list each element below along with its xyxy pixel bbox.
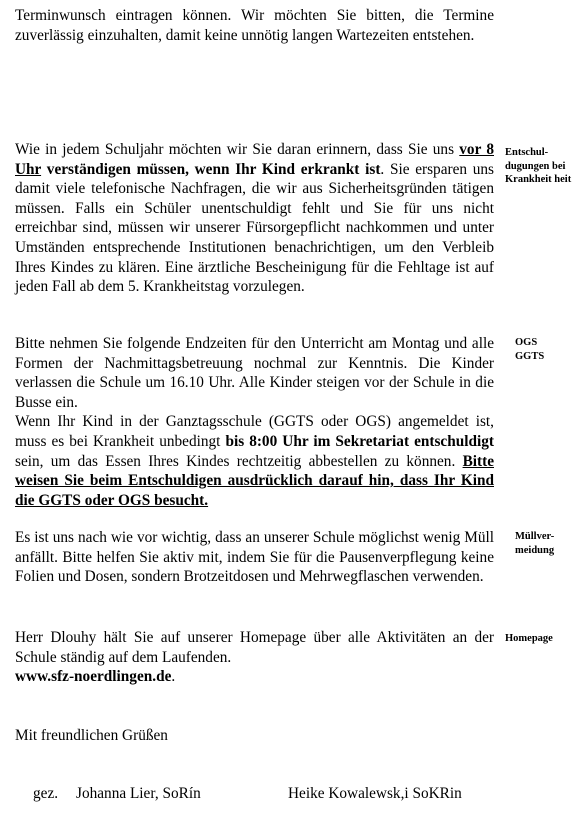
paragraph-waste: Es ist uns nach wie vor wichtig, dass an unserer Schule möglichst wenig Müll anfällt. Bitte helfen Sie aktiv mit, indem Sie für die Pausenverpflegung keine Folien und Dosen, sondern Brotzeitdosen und Mehrwegflaschen verwenden. xyxy=(15,529,494,586)
paragraph-sick-emphasis: verständigen müssen, wenn Ihr Kind erkrankt ist xyxy=(41,160,381,178)
paragraph-sick-rest: . Sie ersparen uns damit viele telefonische Nachfragen, die wir aus Sicherheitsgründen tätigen müssen. Falls ein Schüler unentschuldigt fehlt und Sie für uns nicht erreichbar sind, müssen wir unserer Fürsorgepflicht nachkommen und unter Umständen entsprechende Institutionen benachrichtigen, um den Verbleib Ihres Kindes zu klären. Eine ärztliche Bescheinigung für die Fehltage ist auf jeden Fall ab dem 5. Krankheitstag vorzulegen. xyxy=(15,160,494,296)
margin-note-sick xyxy=(505,146,579,187)
paragraph-homepage-text: Herr Dlouhy hält Sie auf unserer Homepage über alle Aktivitäten an der Schule ständig auf dem Laufenden. xyxy=(15,629,494,666)
paragraph-ogs xyxy=(15,334,494,510)
signature-prefix: gez. xyxy=(33,785,59,802)
paragraph-ogs-deadline: bis 8:00 Uhr im Sekretariat entschuldigt xyxy=(225,432,494,450)
paragraph-sick-part1: Wie in jedem Schuljahr möchten wir Sie daran erinnern, dass Sie uns xyxy=(15,141,460,158)
margin-note-ogs xyxy=(515,336,555,363)
paragraph-sick-deadline: vor 8 Uhr xyxy=(15,141,494,178)
paragraph-ogs-part2: sein, um das Essen Ihres Kindes rechtzeitig abbestellen zu können. xyxy=(15,452,463,470)
paragraph-ogs-emphasis: Bitte weisen Sie beim Entschuldigen ausdrücklich darauf hin, dass Ihr Kind die GGTS oder OGS besucht. xyxy=(15,452,494,509)
paragraph-homepage xyxy=(15,628,494,687)
margin-note-waste-text: Müllver-meidung xyxy=(515,531,555,556)
paragraph-ogs-line2 xyxy=(15,412,494,510)
closing-greeting: Mit freundlichen Grüßen xyxy=(15,727,168,744)
homepage-link[interactable]: www.sfz-noerdlingen.de xyxy=(15,668,172,686)
margin-note-homepage xyxy=(505,632,583,646)
margin-note-waste xyxy=(515,530,569,557)
margin-note-sick-text: Entschul-dugungen bei Krankheit heit xyxy=(505,147,572,185)
signature-person2: Heike Kowalewsk,i SoKRin xyxy=(288,785,462,802)
margin-note-homepage-text: Homepage xyxy=(505,633,553,644)
paragraph-ogs-line1: Bitte nehmen Sie folgende Endzeiten für den Unterricht am Montag und alle Formen der Nachmittagsbetreuung nochmal zur Kenntnis. Die Kinder verlassen die Schule um 16.10 Uhr. Alle Kinder steigen vor der Schule in die Busse ein. xyxy=(15,335,494,411)
homepage-link-period: . xyxy=(171,668,176,686)
signature-person1: Johanna Lier, SoRín xyxy=(76,785,201,802)
paragraph-ogs-part1: Wenn Ihr Kind in der Ganztagsschule (GGTS oder OGS) angemeldet ist, muss es bei Krankheit unbedingt xyxy=(15,413,494,450)
paragraph-appointments: Terminwunsch eintragen können. Wir möchten Sie bitten, die Termine zuverlässig einzuhalten, damit keine unnötig langen Wartezeiten entstehen. xyxy=(15,7,494,44)
paragraph-sick-notice xyxy=(15,140,494,297)
margin-note-ogs-text: OGS GGTS xyxy=(515,337,545,362)
